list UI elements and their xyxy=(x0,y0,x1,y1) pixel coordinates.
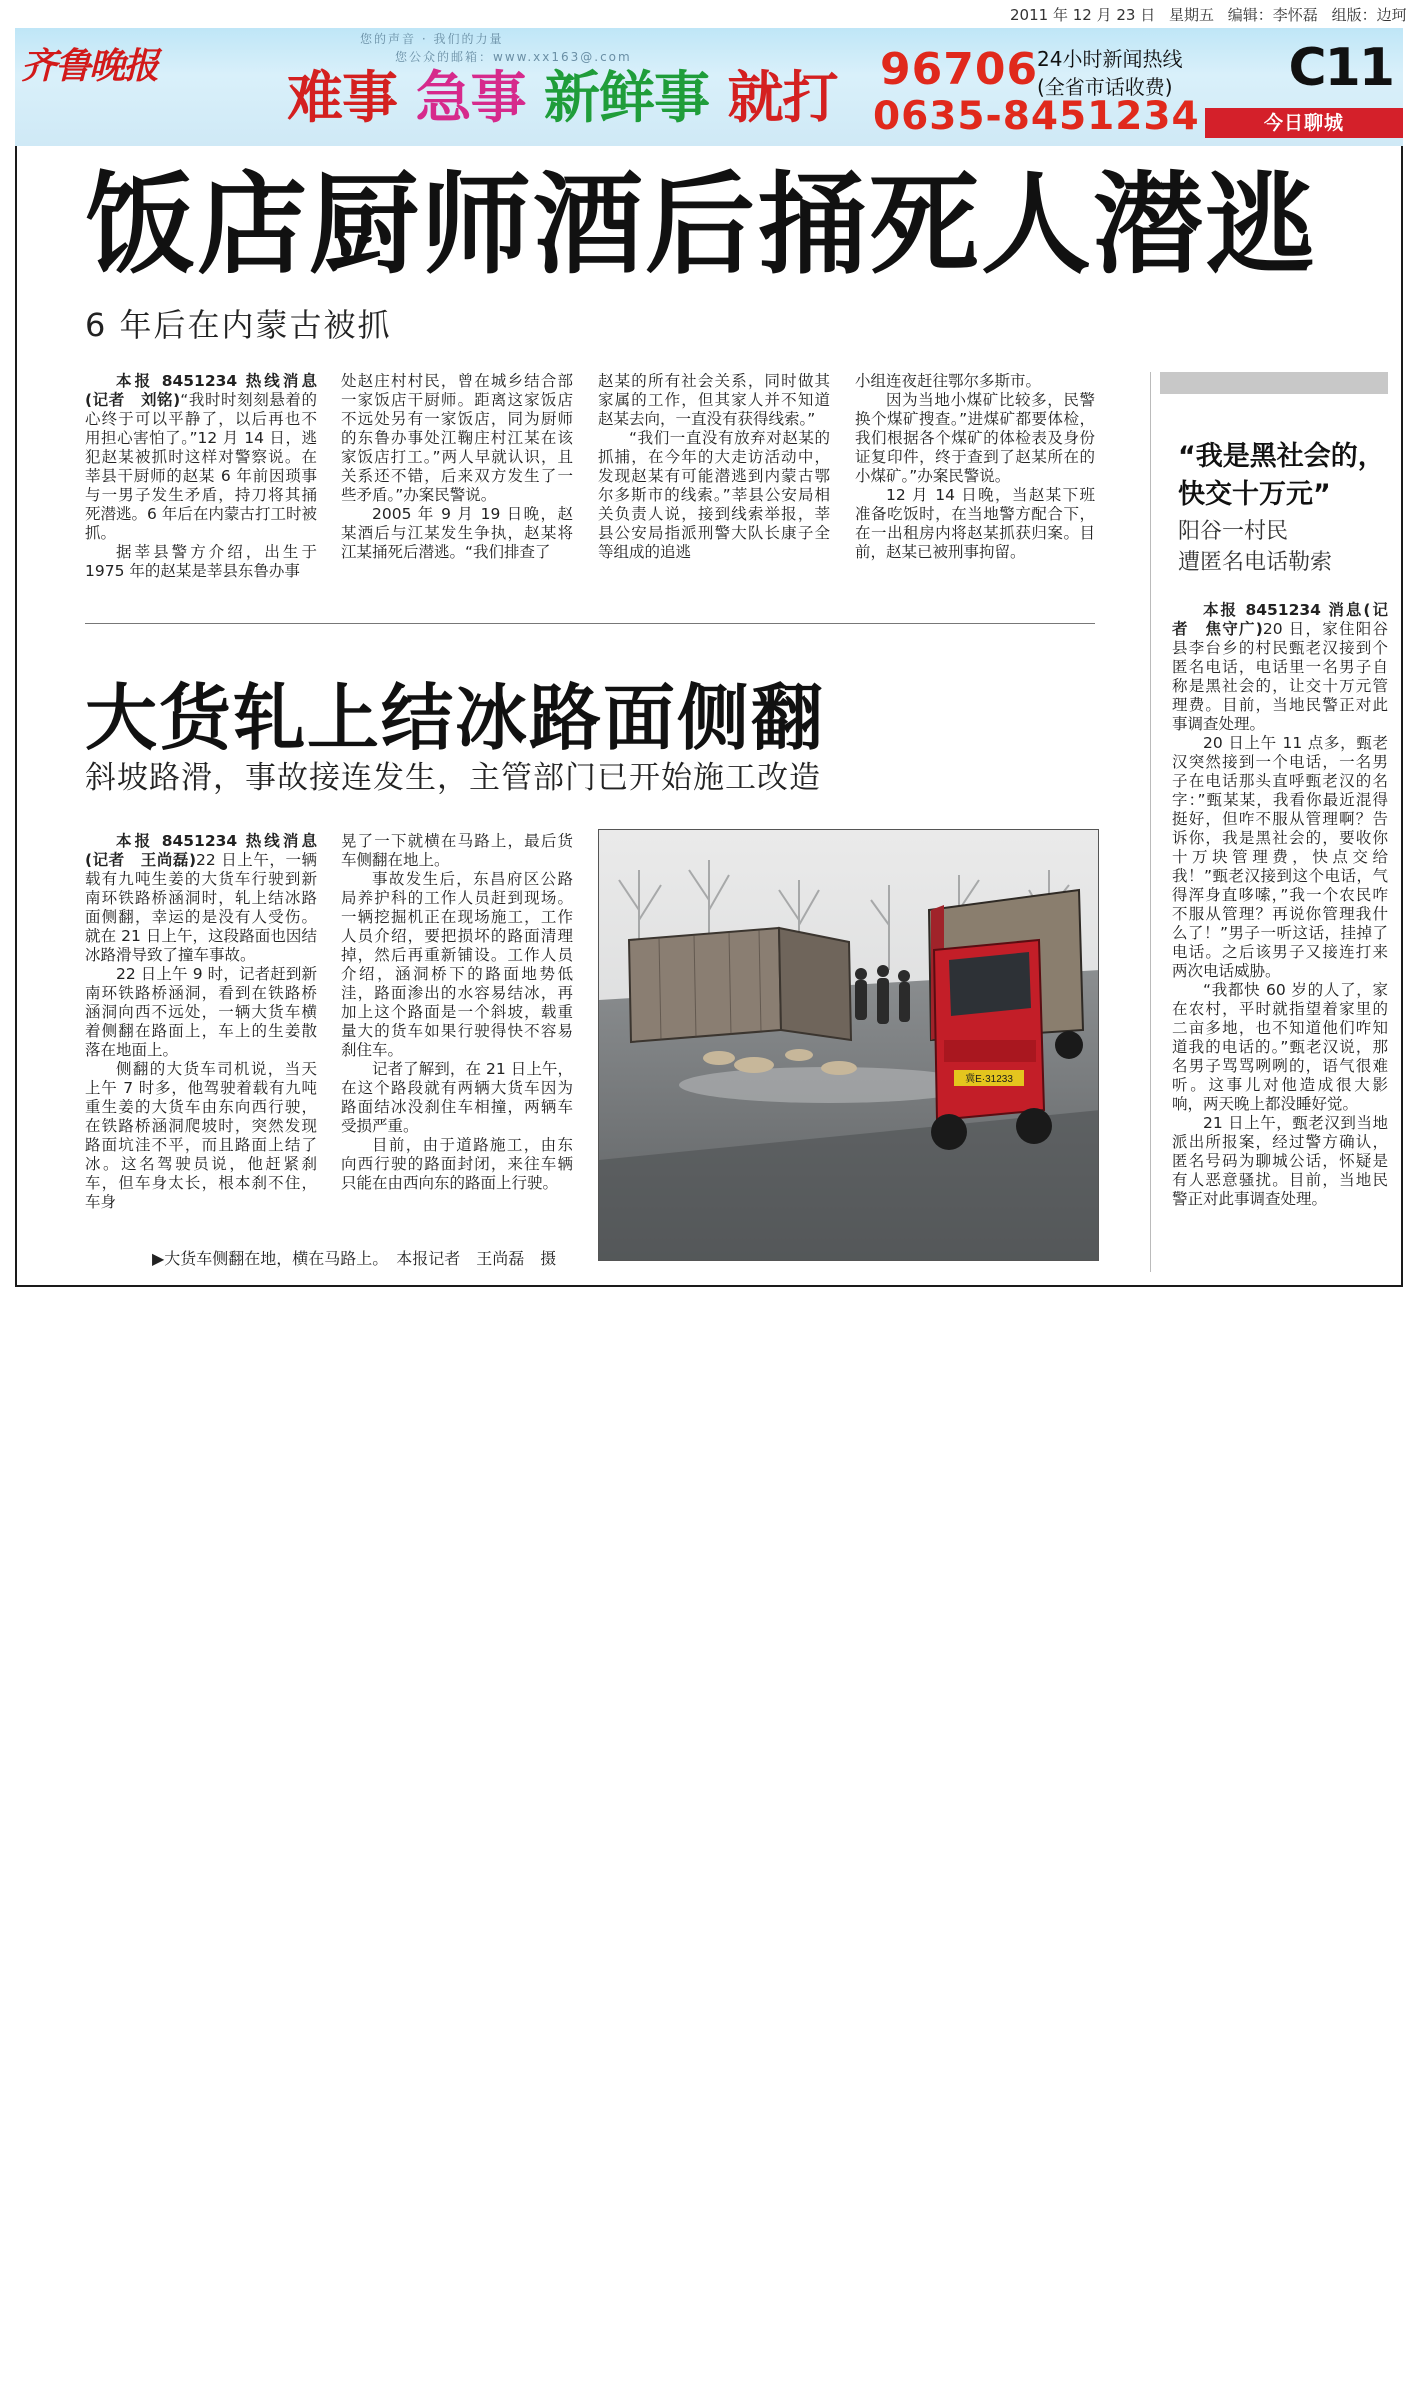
sidebar-paragraph: 20 日上午 11 点多，甄老汉突然接到一个电话，一名男子在电话那头直呼甄老汉的名字：”甄某某，我看你最近混得挺好，但咋不服从管理啊？告诉你，我是黑社会的，要收你十万块管理费，快点交给我！”甄老汉接到这个电话，气得浑身直哆嗦，”我一个农民咋不服从管理？再说你管理我什么了！”男子一听这话，挂掉了电话。之后该男子又接连打来两次电话威胁。 xyxy=(1172,734,1388,980)
article2-paragraph: 22 日上午，一辆载有九吨生姜的大货车行驶到新南环铁路桥涵洞时，轧上结冰路面侧翻，幸运的是没有人受伤。就在 21 日上午，这段路面也因结冰路滑导致了撞车事故。 xyxy=(85,851,317,964)
slogan-word-1: 难事 xyxy=(287,66,397,131)
article1-column-1 xyxy=(85,372,317,612)
article2-paragraph: 晃了一下就横在马路上，最后货车侧翻在地上。 xyxy=(341,832,573,869)
article2-column-2 xyxy=(341,832,573,1232)
article2-paragraph: 22 日上午 9 时，记者赶到新南环铁路桥涵洞，看到在铁路桥涵洞向西不远处，一辆大货车横着侧翻在路面上，车上的生姜散落在地面上。 xyxy=(85,965,317,1059)
article1-paragraph: 赵某的所有社会关系，同时做其家属的工作，但其家人并不知道赵某去向，一直没有获得线索。” xyxy=(598,372,830,428)
article1-paragraph: 处赵庄村村民，曾在城乡结合部一家饭店干厨师。距离这家饭店不远处另有一家饭店，同为厨师的东鲁办事处江鞠庄村江某在该家饭店打工。”两人早就认识，且关系还不错，后来双方发生了一些矛盾。”办案民警说。 xyxy=(341,372,573,504)
hotline-banner xyxy=(15,28,1403,146)
sidebar-body xyxy=(1172,601,1388,1266)
banner-faint-text: 您的声音 · 我们的力量 xyxy=(360,32,504,46)
article1-paragraph: “我们一直没有放弃对赵某的抓捕，在今年的大走访活动中，发现赵某有可能潜逃到内蒙古鄂尔多斯市的线索。”莘县公安局相关负责人说，接到线索举报，莘县公安局指派刑警大队长康子全等组成的追逃 xyxy=(598,429,830,561)
article1-byline: 本报 8451234 热线消息(记者 刘铭) xyxy=(85,372,317,409)
paper-logo: 齐鲁晚报 xyxy=(21,45,158,87)
slogan-word-4: 就打 xyxy=(727,66,838,131)
dateline xyxy=(1010,4,1405,25)
article2-paragraph: 记者了解到，在 21 日上午，在这个路段就有两辆大货车因为路面结冰没刹住车相撞，两辆车受损严重。 xyxy=(341,1060,573,1135)
article2-column-1 xyxy=(85,832,317,1232)
hotline-charge-note: (全省市话收费) xyxy=(1037,75,1173,99)
slogan-word-2: 急事 xyxy=(415,66,526,131)
hotline-description: 24小时新闻热线 xyxy=(1037,47,1183,71)
sidebar-paragraph: 21 日上午，甄老汉到当地派出所报案，经过警方确认，匿名号码为聊城公话，怀疑是有人恶意骚扰。目前，当地民警正对此事调查处理。 xyxy=(1172,1114,1388,1208)
truck-plate: 冀E·31233 xyxy=(965,1074,1013,1085)
hotline-number: 96706 xyxy=(880,44,1039,95)
article1-paragraph: 2005 年 9 月 19 日晚，赵某酒后与江某发生争执，赵某将江某捅死后潜逃。“我们排查了 xyxy=(341,505,573,561)
issue-date: 2011 年 12 月 23 日 xyxy=(1010,6,1156,24)
article1-paragraph: 小组连夜赶往鄂尔多斯市。 xyxy=(855,372,1042,390)
sidebar-header-bar xyxy=(1160,372,1388,394)
photo-caption: ▶大货车侧翻在地，横在马路上。 本报记者 王尚磊 摄 xyxy=(152,1249,557,1268)
article2-headline: 大货轧上结冰路面侧翻 xyxy=(85,676,826,760)
accident-photo xyxy=(598,829,1099,1261)
article1-column-4 xyxy=(855,372,1095,612)
article1-column-2 xyxy=(341,372,573,612)
article1-subhead: 6 年后在内蒙古被抓 xyxy=(85,306,392,344)
sidebar-divider xyxy=(1150,372,1151,1272)
sidebar-subhead-line-1: 阳谷一村民 xyxy=(1178,519,1289,544)
section-tag: 今日聊城 xyxy=(1205,108,1403,138)
banner-slogan xyxy=(287,54,838,134)
article2-paragraph: 侧翻的大货车司机说，当天上午 7 时多，他驾驶着载有九吨重生姜的大货车由东向西行驶，在铁路桥涵洞爬坡时，突然发现路面坑洼不平，而且路面上结了冰。这名驾驶员说，他赶紧刹车，但车身太长，根本刹不住，车身 xyxy=(85,1060,317,1211)
article1-paragraph: 据莘县警方介绍，出生于 1975 年的赵某是莘县东鲁办事 xyxy=(85,543,317,580)
article1-paragraph: “我时时刻刻悬着的心终于可以平静了，以后再也不用担心害怕了。”12 月 14 日，逃犯赵某被抓时这样对警察说。在莘县干厨师的赵某 6 年前因琐事与一男子发生矛盾，持刀将其捅死潜逃。6 年后在内蒙古打工时被抓。 xyxy=(85,391,317,542)
sidebar-paragraph: 20 日，家住阳谷县李台乡的村民甄老汉接到个匿名电话，电话里一名男子自称是黑社会的，让交十万元管理费。目前，当地民警正对此事调查处理。 xyxy=(1172,620,1388,733)
article1-paragraph: 12 月 14 日晚，当赵某下班准备吃饭时，在当地警方配合下，在一出租房内将赵某抓获归案。目前，赵某已被刑事拘留。 xyxy=(855,486,1095,561)
banner-faint-email: 您公众的邮箱：www.xx163@.com xyxy=(395,50,632,64)
accident-photo-illustration xyxy=(599,830,1099,1261)
sidebar-byline: 本报 8451234 消息(记者 焦守广) xyxy=(1172,601,1388,638)
page-code: C11 xyxy=(1288,38,1393,98)
article2-paragraph: 目前，由于道路施工，由东向西行驶的路面封闭，来往车辆只能在由西向东的路面上行驶。 xyxy=(341,1136,573,1192)
article2-paragraph: 事故发生后，东昌府区公路局养护科的工作人员赶到现场。一辆挖掘机正在现场施工，工作人员介绍，要把损坏的路面清理掉，然后再重新铺设。工作人员介绍，涵洞桥下的路面地势低洼，路面渗出的水容易结冰，再加上这个路面是一个斜坡，载重量大的货车如果行驶得快不容易刹住车。 xyxy=(341,870,573,1059)
article1-column-3 xyxy=(598,372,830,612)
hotline-phone: 0635-8451234 xyxy=(873,94,1200,139)
layout-credit: 组版：边珂 xyxy=(1331,6,1407,24)
article-divider xyxy=(85,623,1095,624)
sidebar-subhead-line-2: 遭匿名电话勒索 xyxy=(1178,550,1333,575)
editor-credit: 编辑：李怀磊 xyxy=(1227,6,1318,24)
article2-byline: 本报 8451234 热线消息(记者 王尚磊) xyxy=(85,832,317,869)
issue-weekday: 星期五 xyxy=(1168,6,1214,24)
slogan-word-3: 新鲜事 xyxy=(544,66,709,131)
sidebar-headline: “我是黑社会的，快交十万元” xyxy=(1178,441,1385,510)
article1-headline: 饭店厨师酒后捅死人潜逃 xyxy=(85,161,1317,289)
article1-paragraph: 因为当地小煤矿比较多，民警换个煤矿搜查。”进煤矿都要体检，我们根据各个煤矿的体检表及身份证复印件，终于查到了赵某所在的小煤矿。”办案民警说。 xyxy=(855,391,1095,485)
article2-subhead: 斜坡路滑，事故接连发生，主管部门已开始施工改造 xyxy=(85,760,821,796)
sidebar-subhead xyxy=(1178,516,1388,578)
sidebar-paragraph: “我都快 60 岁的人了，家在农村，平时就指望着家里的二亩多地，也不知道他们咋知道我的电话的。”甄老汉说，那名男子骂骂咧咧的，语气很难听。这事儿对他造成很大影响，两天晚上都没睡好觉。 xyxy=(1172,981,1388,1113)
